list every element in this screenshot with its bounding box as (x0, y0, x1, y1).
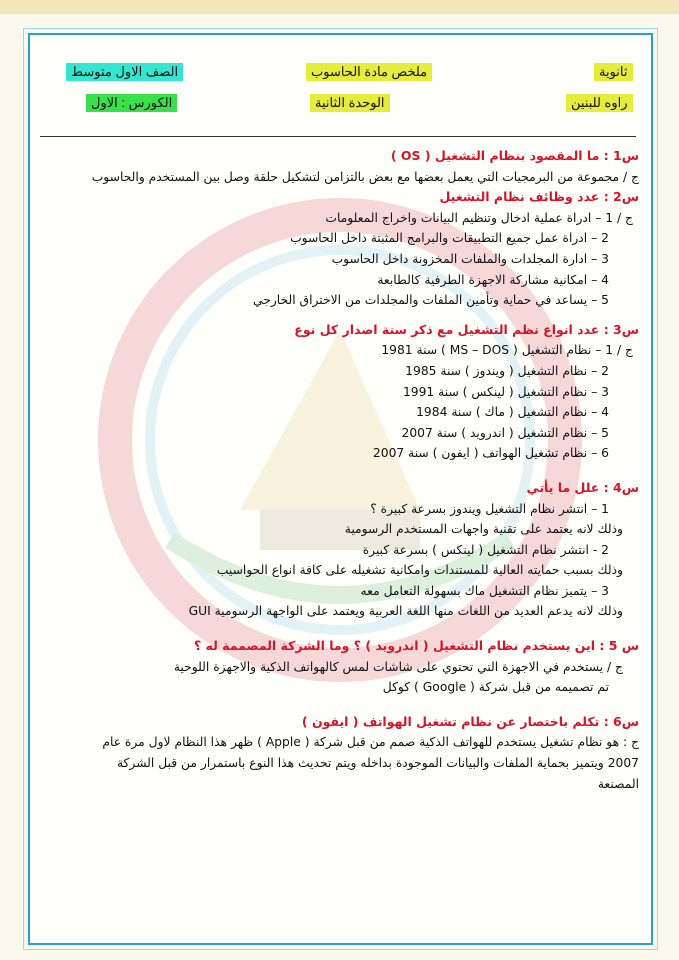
q2-item: 2 – ادراة عمل جميع التطبيقات والبرامج المثبتة داخل الحاسوب (290, 231, 609, 246)
q3-item: 6 – نظام تشغيل الهواتف ( ايفون ) سنة 2007 (372, 446, 609, 461)
q6-answer: ج : هو نظام تشغيل يستخدم للهواتف الذكية صمم من قبل شركة ( Apple ) ظهر هذا النظام لاول مرة عام 2007 ويتميز بحماية الملفات والبيانات الموجودة بداخله ويتم تحديث هذا النوع باستمرار من قبل الشركة المصنعة (102, 735, 639, 791)
q2-title: س2 : عدد وظائف نظام التشغيل (439, 189, 639, 205)
q4-line: 3 – يتميز نظام التشغيل ماك بسهولة التعامل معه (360, 583, 609, 598)
q3-item: 2 – نظام التشغيل ( ويندوز ) سنة 1985 (405, 363, 609, 378)
header-subject: ملخص مادة الحاسوب (306, 63, 432, 81)
header-unit: الوحدة الثانية (310, 94, 390, 112)
q1-title: س1 : ما المقصود بنظام التشغيل ( OS ) (390, 148, 639, 163)
q3-item: 4 – نظام التشغيل ( ماك ) سنة 1984 (416, 405, 609, 420)
q3-item: ج / 1 – نظام التشغيل ( MS – DOS ) سنة 1981 (381, 343, 633, 358)
q3-item: 5 – نظام التشغيل ( اندرويد ) سنة 2007 (401, 425, 609, 440)
q4-line: 1 – انتشر نظام التشغيل ويندوز بسرعة كبيرة ؟ (370, 501, 609, 516)
q4-line: وذلك بسبب حمايته العالية للمستندات وامكانية تشغيله على كافة انواع الحواسيب (216, 563, 623, 578)
q1-answer: ج / مجموعة من البرمجيات التي يعمل بعضها مع بعض بالتزامن لتشكيل حلقة وصل بين المستخدم والحاسوب (91, 169, 639, 184)
q4-line: وذلك لانه يعتمد على تقنية واجهات المستخدم الرسومية (344, 522, 623, 537)
header-school: ثانوية (594, 63, 633, 81)
q2-item: 3 – ادارة المجلدات والملفات المخزونة داخل الحاسوب (331, 251, 609, 266)
q3-title: س3 : عدد انواع نظم التشغيل مع ذكر سنة اصدار كل نوع (294, 321, 639, 337)
header-school-name: راوه للبنين (566, 94, 633, 112)
q3-item: 3 – نظام التشغيل ( لينكس ) سنة 1991 (402, 384, 609, 399)
q6-title: س6 : تكلم باختصار عن نظام تشغيل الهواتف ( ايفون ) (301, 713, 639, 729)
header-divider (40, 136, 636, 137)
q5-line: تم تصميمه من قبل شركة ( Google ) كوكل (382, 680, 609, 695)
q4-line: 2 - انتشر نظام التشغيل ( لينكس ) بسرعة كبيرة (362, 542, 609, 557)
q4-line: وذلك لانه يدعم العديد من اللغات منها اللغة العربية ويعتمد على الواجهة الرسومية GUI (188, 604, 623, 619)
top-strip (0, 0, 679, 14)
q2-item: ج / 1 – ادراة عملية ادخال وتنظيم البيانات واخراج المعلومات (325, 210, 633, 225)
q4-title: س4 : علل ما يأتي (526, 479, 639, 495)
header-grade: الصف الاول متوسط (66, 63, 183, 81)
q5-title: س 5 : اين يستخدم نظام التشغيل ( اندرويد ) ؟ وما الشركة المصممة له ؟ (193, 638, 639, 654)
q2-item: 5 – يساعد في حماية وتأمين الملفات والمجلدات من الاختراق الخارجي (253, 293, 609, 308)
questions-body (42, 146, 639, 794)
header-course: الكورس : الاول (86, 94, 177, 112)
q2-item: 4 – امكانية مشاركة الاجهزة الطرفية كالطابعة (377, 272, 609, 287)
q5-line: ج / يستخدم في الاجهزة التي تحتوي على شاشات لمس كالهواتف الذكية والاجهزة اللوحية (173, 659, 623, 674)
